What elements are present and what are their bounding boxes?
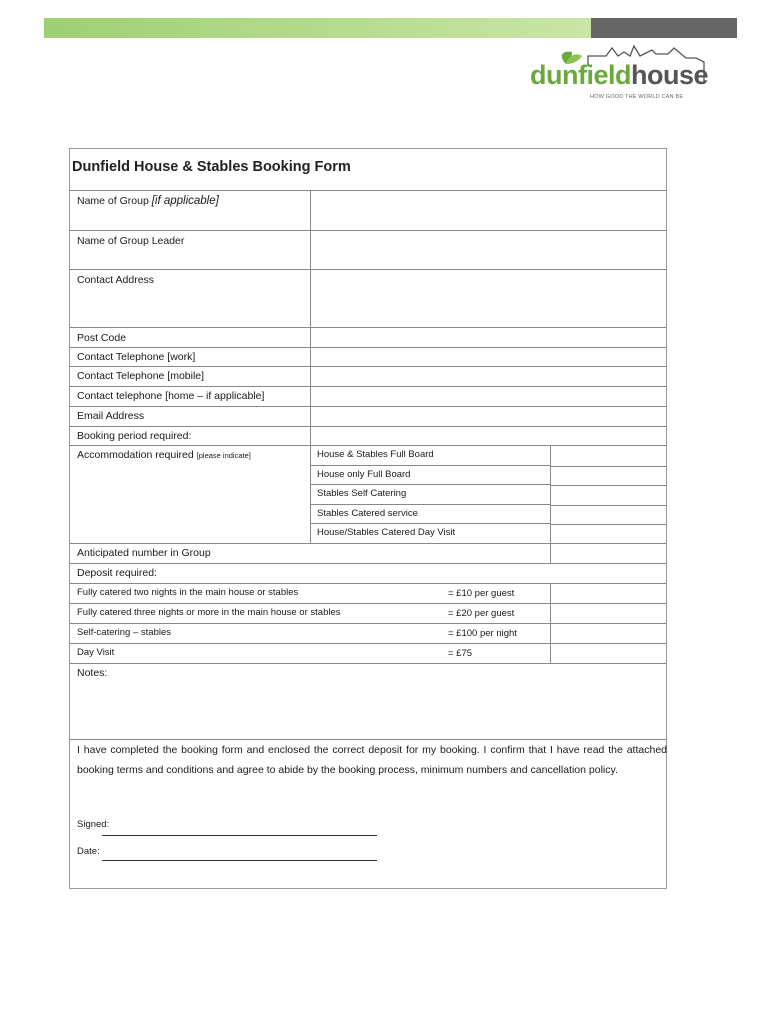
tel-home-field[interactable] — [311, 387, 666, 406]
deposit-day-visit-checkbox[interactable] — [551, 644, 666, 663]
row-deposit-heading — [70, 564, 666, 584]
notes-label: Notes: — [77, 667, 108, 679]
deposit-three-nights-label: Fully catered three nights or more in the main house or stables — [77, 607, 341, 618]
row-tel-work — [70, 348, 666, 367]
tel-work-label: Contact Telephone [work] — [77, 351, 196, 363]
post-code-field[interactable] — [311, 328, 666, 347]
dunfield-house-logo — [528, 44, 708, 106]
checkbox-house-stables-full-board[interactable] — [551, 446, 666, 467]
option-day-visit: House/Stables Catered Day Visit — [317, 527, 456, 538]
row-anticipated-number — [70, 544, 666, 564]
group-leader-label: Name of Group Leader — [77, 235, 185, 247]
logo-wordmark: dunfieldhouse — [530, 60, 708, 90]
option-house-only-full-board: House only Full Board — [310, 466, 550, 485]
row-deposit-three-nights — [70, 604, 666, 624]
row-group-leader — [70, 231, 666, 270]
row-group-name — [70, 191, 666, 231]
anticipated-number-label: Anticipated number in Group — [77, 547, 211, 559]
anticipated-number-field[interactable] — [551, 544, 666, 563]
email-field[interactable] — [311, 407, 666, 426]
row-post-code — [70, 328, 666, 348]
form-title: Dunfield House & Stables Booking Form — [72, 159, 351, 175]
row-accommodation — [70, 446, 666, 544]
checkbox-house-only-full-board[interactable] — [551, 466, 666, 486]
option-house-stables-full-board: House & Stables Full Board — [310, 446, 550, 466]
row-deposit-two-nights — [70, 584, 666, 604]
row-tel-home — [70, 387, 666, 407]
deposit-self-catering-checkbox[interactable] — [551, 624, 666, 643]
date-label: Date: — [77, 846, 100, 857]
post-code-label: Post Code — [77, 332, 127, 344]
row-deposit-day-visit — [70, 644, 666, 664]
row-booking-period — [70, 427, 666, 446]
tel-home-label: Contact telephone [home – if applicable] — [77, 390, 265, 402]
tel-mobile-label: Contact Telephone [mobile] — [77, 370, 205, 382]
deposit-day-visit-label: Day Visit — [77, 647, 115, 658]
checkbox-stables-catered-service[interactable] — [551, 505, 666, 525]
group-name-label: Name of Group [if applicable] — [77, 195, 219, 207]
declaration-text: I have completed the booking form and enclosed the correct deposit for my booking. I confirm that I have read the attached booking terms and conditions and agree to abide by the booking process, minimum numbers and cancellation policy. — [77, 744, 667, 776]
deposit-two-nights-label: Fully catered two nights in the main house or stables — [77, 587, 299, 598]
header-grey-bar — [591, 18, 737, 38]
deposit-label: Deposit required: — [77, 567, 157, 579]
row-tel-mobile — [70, 367, 666, 387]
logo-tagline: HOW GOOD THE WORLD CAN BE — [590, 94, 684, 100]
booking-period-field[interactable] — [311, 427, 666, 445]
group-name-field[interactable] — [311, 191, 666, 230]
deposit-self-catering-price: = £100 per night — [448, 628, 517, 639]
email-label: Email Address — [77, 410, 145, 422]
contact-address-field[interactable] — [311, 270, 666, 327]
row-notes[interactable] — [70, 664, 666, 740]
option-stables-catered-service: Stables Catered service — [310, 505, 550, 524]
checkbox-day-visit[interactable] — [551, 524, 666, 544]
header-color-bar — [44, 18, 737, 38]
deposit-day-visit-price: = £75 — [448, 648, 473, 659]
deposit-three-nights-checkbox[interactable] — [551, 604, 666, 623]
row-contact-address — [70, 270, 666, 328]
deposit-two-nights-checkbox[interactable] — [551, 584, 666, 603]
deposit-self-catering-label: Self-catering – stables — [77, 627, 171, 638]
row-email — [70, 407, 666, 427]
tel-mobile-field[interactable] — [311, 367, 666, 386]
group-leader-field[interactable] — [311, 231, 666, 269]
booking-form — [69, 148, 667, 889]
header-green-bar — [44, 18, 591, 38]
deposit-two-nights-price: = £10 per guest — [448, 588, 515, 599]
option-stables-self-catering: Stables Self Catering — [310, 485, 550, 505]
contact-address-label: Contact Address — [77, 274, 155, 286]
tel-work-field[interactable] — [311, 348, 666, 366]
booking-period-label: Booking period required: — [77, 430, 192, 442]
accommodation-label: Accommodation required [please indicate] — [77, 449, 251, 461]
date-line[interactable] — [102, 860, 377, 861]
deposit-three-nights-price: = £20 per guest — [448, 608, 515, 619]
signature-line[interactable] — [102, 835, 377, 836]
row-deposit-self-catering — [70, 624, 666, 644]
signed-label: Signed: — [77, 819, 110, 830]
checkbox-stables-self-catering[interactable] — [551, 485, 666, 506]
